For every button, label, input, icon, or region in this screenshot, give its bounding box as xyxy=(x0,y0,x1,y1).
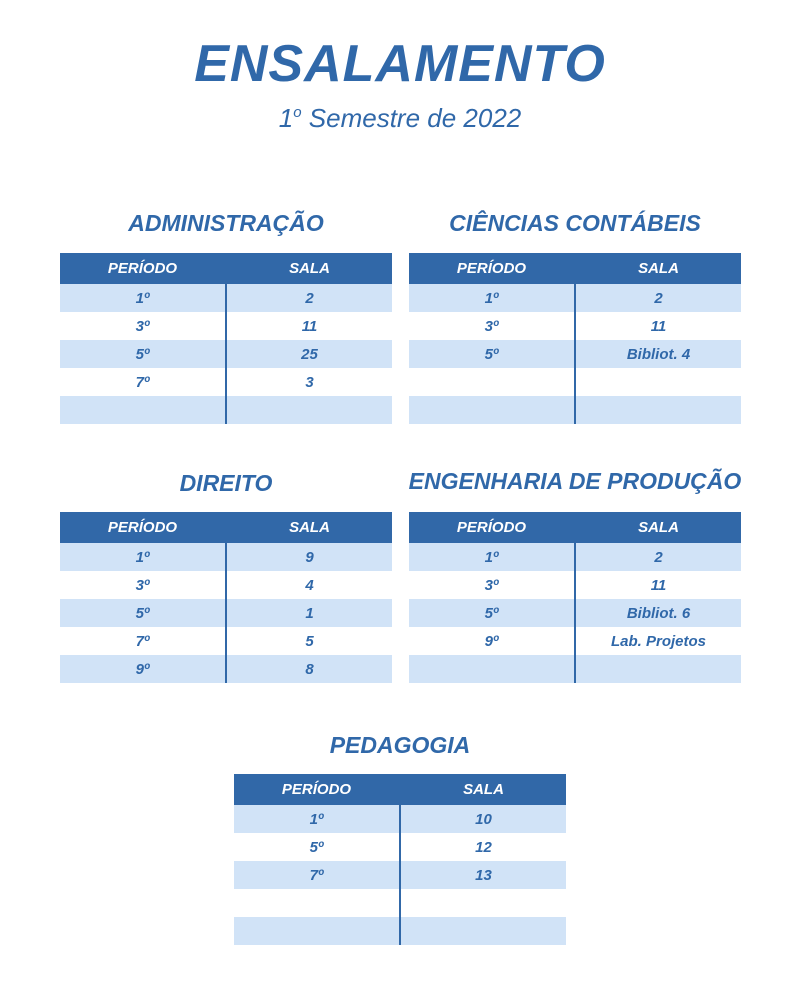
column-header-sala: SALA xyxy=(226,512,392,543)
room-cell xyxy=(400,889,566,917)
room-table xyxy=(409,512,741,683)
table-header-row xyxy=(60,512,392,543)
column-header-sala: SALA xyxy=(400,774,566,805)
table-header-row xyxy=(409,512,741,543)
course-title: ENGENHARIA DE PRODUÇÃO xyxy=(408,468,742,494)
period-cell xyxy=(234,917,400,945)
table-row xyxy=(234,805,566,833)
room-cell: 8 xyxy=(226,655,392,683)
room-table xyxy=(60,253,392,424)
room-cell: 25 xyxy=(226,340,392,368)
room-cell: 5 xyxy=(226,627,392,655)
page-subtitle xyxy=(0,102,800,134)
period-cell: 9º xyxy=(60,655,226,683)
table-row xyxy=(60,396,392,424)
period-cell: 1º xyxy=(409,284,575,312)
room-cell: 10 xyxy=(400,805,566,833)
table-row xyxy=(409,340,741,368)
course-title: ADMINISTRAÇÃO xyxy=(128,210,324,236)
table-header-row xyxy=(234,774,566,805)
room-cell: 4 xyxy=(226,571,392,599)
period-cell: 5º xyxy=(60,599,226,627)
room-cell xyxy=(226,396,392,424)
ordinal-indicator: o xyxy=(293,104,302,121)
column-header-periodo: PERÍODO xyxy=(60,253,226,284)
table-row xyxy=(409,627,741,655)
period-cell xyxy=(409,655,575,683)
period-cell xyxy=(60,396,226,424)
period-cell: 7º xyxy=(60,368,226,396)
page-title: ENSALAMENTO xyxy=(194,35,606,93)
room-cell xyxy=(400,917,566,945)
table-row xyxy=(234,833,566,861)
room-cell: Bibliot. 6 xyxy=(575,599,741,627)
period-cell: 5º xyxy=(234,833,400,861)
table-row xyxy=(409,284,741,312)
room-table xyxy=(234,774,566,945)
table-row xyxy=(409,312,741,340)
room-cell: 9 xyxy=(226,543,392,571)
table-row xyxy=(60,627,392,655)
table-row xyxy=(60,284,392,312)
period-cell: 1º xyxy=(60,543,226,571)
period-cell: 3º xyxy=(409,571,575,599)
room-table xyxy=(60,512,392,683)
period-cell: 3º xyxy=(409,312,575,340)
room-cell: 1 xyxy=(226,599,392,627)
table-header-row xyxy=(409,253,741,284)
room-cell: 11 xyxy=(575,312,741,340)
table-row xyxy=(60,655,392,683)
table-row xyxy=(60,312,392,340)
column-header-periodo: PERÍODO xyxy=(60,512,226,543)
table-row xyxy=(60,368,392,396)
table-row xyxy=(234,889,566,917)
period-cell: 7º xyxy=(234,861,400,889)
column-header-sala: SALA xyxy=(226,253,392,284)
room-cell: 11 xyxy=(226,312,392,340)
period-cell: 9º xyxy=(409,627,575,655)
period-cell: 7º xyxy=(60,627,226,655)
period-cell: 5º xyxy=(409,340,575,368)
room-cell: 2 xyxy=(575,543,741,571)
column-header-periodo: PERÍODO xyxy=(409,253,575,284)
room-cell: 2 xyxy=(575,284,741,312)
room-cell: Lab. Projetos xyxy=(575,627,741,655)
table-row xyxy=(60,543,392,571)
period-cell: 1º xyxy=(234,805,400,833)
room-cell: Bibliot. 4 xyxy=(575,340,741,368)
room-cell xyxy=(575,396,741,424)
semester-number: 1 xyxy=(278,103,294,133)
table-row xyxy=(60,599,392,627)
table-row xyxy=(409,655,741,683)
room-table xyxy=(409,253,741,424)
period-cell: 5º xyxy=(409,599,575,627)
period-cell xyxy=(409,368,575,396)
room-cell xyxy=(575,655,741,683)
room-cell: 11 xyxy=(575,571,741,599)
table-row xyxy=(409,368,741,396)
table-row xyxy=(60,340,392,368)
room-cell xyxy=(575,368,741,396)
period-cell: 1º xyxy=(60,284,226,312)
room-cell: 12 xyxy=(400,833,566,861)
table-row xyxy=(409,571,741,599)
semester-text: Semestre de 2022 xyxy=(301,103,522,133)
column-header-periodo: PERÍODO xyxy=(234,774,400,805)
period-cell xyxy=(409,396,575,424)
column-header-sala: SALA xyxy=(575,253,741,284)
course-title: CIÊNCIAS CONTÁBEIS xyxy=(449,210,701,236)
table-row xyxy=(409,543,741,571)
course-title: PEDAGOGIA xyxy=(329,732,471,758)
table-row xyxy=(409,396,741,424)
table-row xyxy=(234,917,566,945)
table-row xyxy=(60,571,392,599)
room-cell: 13 xyxy=(400,861,566,889)
period-cell: 3º xyxy=(60,312,226,340)
table-row xyxy=(234,861,566,889)
room-cell: 2 xyxy=(226,284,392,312)
table-row xyxy=(409,599,741,627)
column-header-periodo: PERÍODO xyxy=(409,512,575,543)
period-cell: 5º xyxy=(60,340,226,368)
period-cell: 3º xyxy=(60,571,226,599)
period-cell: 1º xyxy=(409,543,575,571)
column-header-sala: SALA xyxy=(575,512,741,543)
course-title: DIREITO xyxy=(179,470,273,496)
period-cell xyxy=(234,889,400,917)
table-header-row xyxy=(60,253,392,284)
room-cell: 3 xyxy=(226,368,392,396)
